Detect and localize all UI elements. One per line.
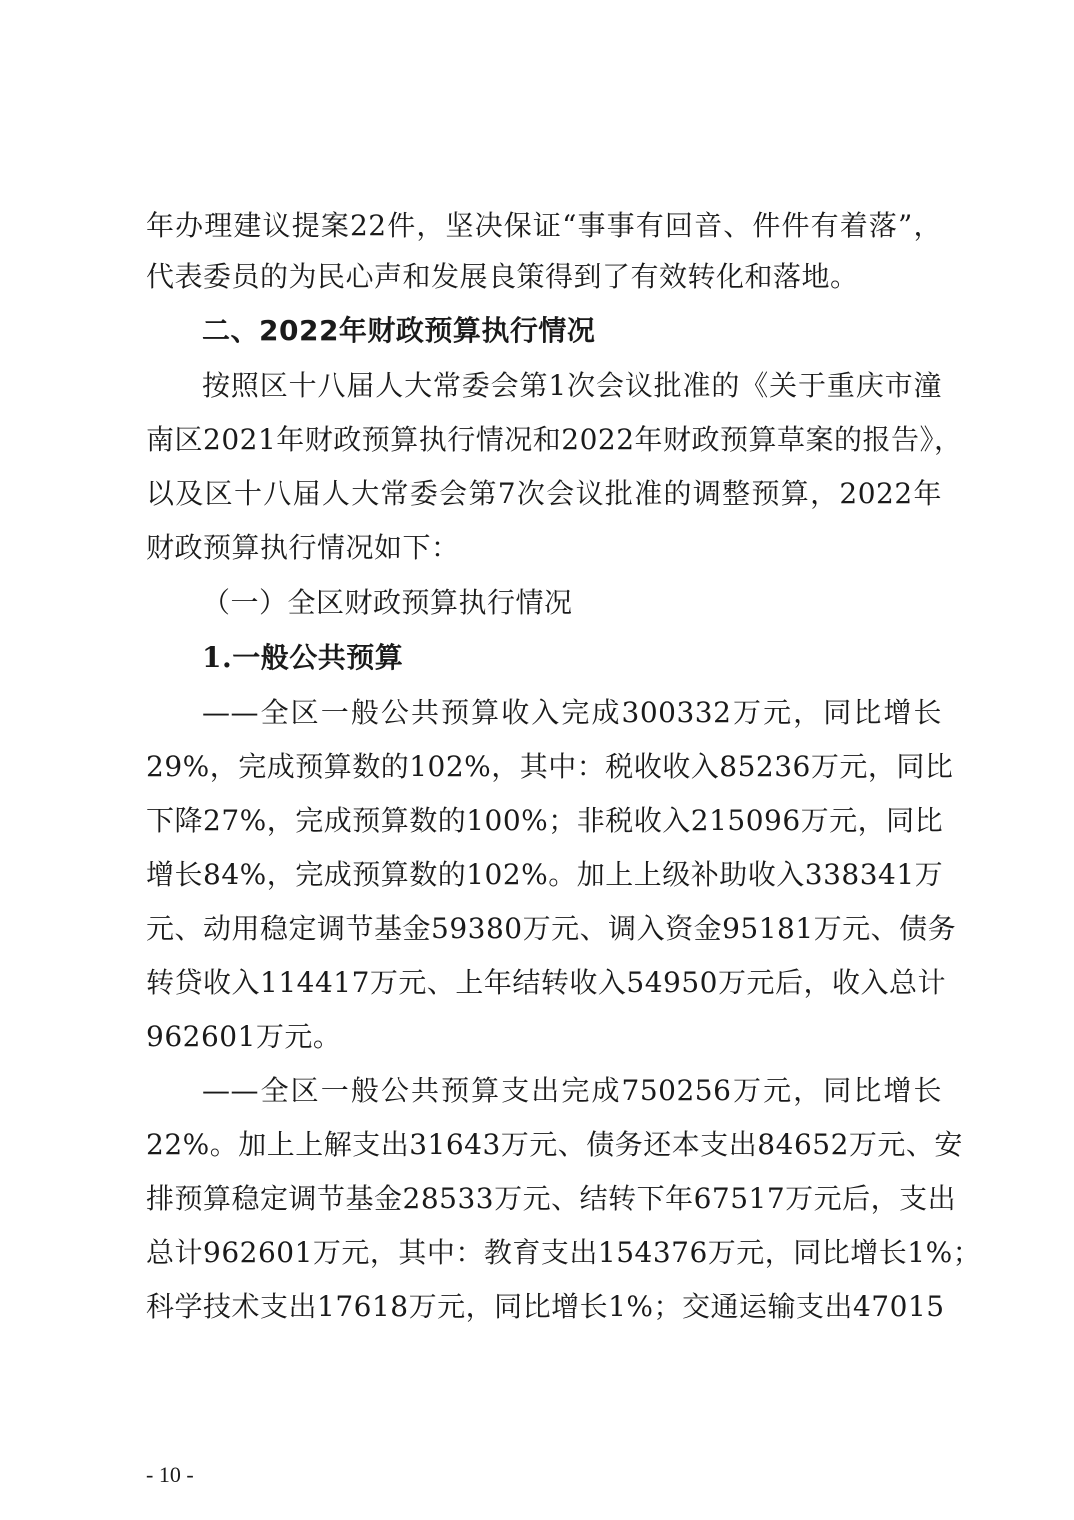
- text-line-15: 转贷收入114417万元、上年结转收入54950万元后，收入总计: [146, 966, 946, 999]
- text-line-6: 以及区十八届人大常委会第7次会议批准的调整预算，2022年: [146, 477, 942, 510]
- subsection-heading-general-budget: 1.一般公共预算: [202, 641, 404, 674]
- text-line-17: ——全区一般公共预算支出完成750256万元，同比增长: [202, 1074, 942, 1107]
- text-line-13: 增长84%，完成预算数的102%。加上上级补助收入338341万: [146, 858, 944, 891]
- text-line-2: 代表委员的为民心声和发展良策得到了有效转化和落地。: [146, 260, 859, 293]
- text-line-21: 科学技术支出17618万元，同比增长1%；交通运输支出47015: [146, 1290, 945, 1323]
- text-line-11: 29%，完成预算数的102%，其中：税收收入85236万元，同比: [146, 750, 954, 783]
- text-line-18: 22%。加上上解支出31643万元、债务还本支出84652万元、安: [146, 1128, 963, 1161]
- text-line-10: ——全区一般公共预算收入完成300332万元，同比增长: [202, 696, 942, 729]
- text-line-20: 总计962601万元，其中：教育支出154376万元，同比增长1%；: [146, 1236, 982, 1269]
- text-line-12: 下降27%，完成预算数的100%；非税收入215096万元，同比: [146, 804, 944, 837]
- page-number: - 10 -: [146, 1462, 194, 1487]
- section-heading-2022-budget: 二、2022年财政预算执行情况: [202, 314, 596, 347]
- text-line-1: 年办理建议提案22件，坚决保证“事事有回音、件件有着落”，: [146, 209, 942, 242]
- text-line-5: 南区2021年财政预算执行情况和2022年财政预算草案的报告》，: [146, 423, 963, 456]
- subsection-heading-district: （一）全区财政预算执行情况: [202, 586, 573, 619]
- text-line-7: 财政预算执行情况如下：: [146, 531, 460, 564]
- text-line-16: 962601万元。: [146, 1020, 342, 1053]
- text-line-14: 元、动用稳定调节基金59380万元、调入资金95181万元、债务: [146, 912, 957, 945]
- text-line-19: 排预算稳定调节基金28533万元、结转下年67517万元后，支出: [146, 1182, 957, 1215]
- text-line-4: 按照区十八届人大常委会第1次会议批准的《关于重庆市潼: [202, 369, 942, 402]
